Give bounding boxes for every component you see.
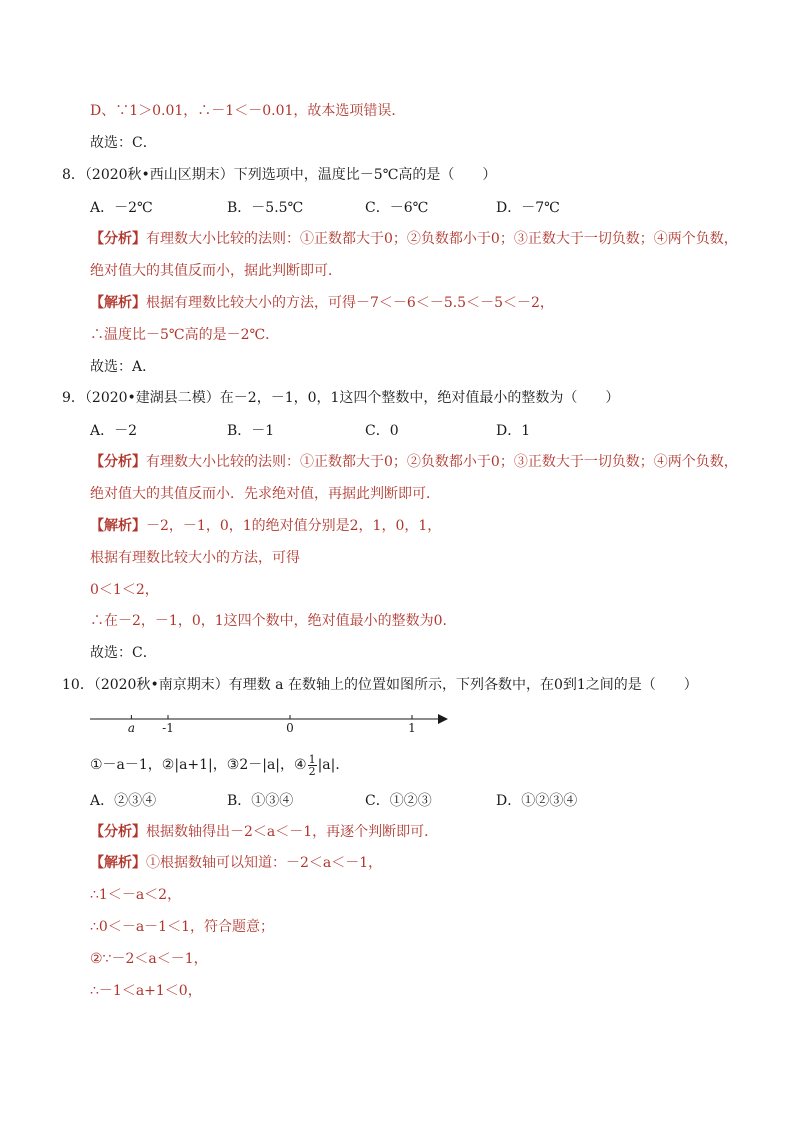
q10-analysis-line-1 [90, 822, 438, 842]
q9-analysis-line-2: 绝对值大的其值反而小．先求绝对值，再据此判断即可． [90, 486, 440, 502]
fraction-denominator: 2 [308, 764, 316, 778]
q8-analysis-text-1: 有理数大小比较的法则：①正数都大于0；②负数都小于0；③正数大于一切负数；④两个负数， [146, 231, 738, 247]
answer-line-q7: 故选：C． [90, 135, 157, 151]
q9-option-c: C．0 [365, 423, 399, 439]
q9-solution-text-1: －2，－1，0，1的绝对值分别是2，1，0，1， [146, 518, 442, 534]
q10-fraction [308, 754, 317, 777]
answer-line-q8: 故选：A． [90, 359, 157, 375]
q10-solution-line-1 [90, 853, 382, 873]
q10-option-c: C．①②③ [365, 793, 432, 809]
q8-option-c: C．－6℃ [365, 200, 429, 216]
number-line-label: 0 [286, 721, 294, 735]
q10-items-pre: ①－a－1，②|a+1|，③2－|a|，④ [90, 757, 307, 773]
q10-items-post: |a|． [317, 757, 350, 773]
solution-tag: 【解析】 [90, 518, 146, 534]
number-line-label: a [127, 721, 135, 735]
q9-solution-line-1 [90, 516, 441, 536]
number-line-figure [86, 707, 456, 741]
q9-option-a: A．－2 [90, 423, 138, 439]
analysis-tag: 【分析】 [90, 231, 146, 247]
q10-analysis-text-1: 根据数轴得出－2＜a＜－1，再逐个判断即可． [146, 824, 439, 840]
q9-option-d: D．1 [496, 423, 531, 439]
q10-solution-line-2: ∴1＜－a＜2， [90, 887, 182, 903]
q10-option-d: D．①②③④ [496, 793, 578, 809]
number-line-label: -1 [162, 721, 174, 735]
q10-solution-line-3: ∴0＜－a－1＜1，符合题意； [90, 919, 274, 935]
answer-line-q9: 故选：C． [90, 645, 157, 661]
number-line-label: 1 [408, 721, 416, 735]
q9-analysis-text-1: 有理数大小比较的法则：①正数都大于0；②负数都小于0；③正数大于一切负数；④两个负数， [146, 454, 738, 470]
q10-solution-line-4: ②∵－2＜a＜－1， [90, 951, 208, 967]
q10-solution-line-5: ∴－1＜a+1＜0， [90, 983, 202, 999]
q9-solution-line-4: ∴在－2，－1，0，1这四个数中，绝对值最小的整数为0． [90, 613, 457, 629]
q8-option-b: B．－5.5℃ [227, 200, 304, 216]
q10-items-line [90, 753, 349, 777]
q8-option-d: D．－7℃ [496, 200, 560, 216]
q10-option-a: A．②③④ [90, 793, 157, 809]
q10-option-b: B．①③④ [227, 793, 294, 809]
q8-solution-line-2: ∴温度比－5℃高的是－2℃． [90, 327, 280, 343]
question-9-title: 9．（2020•建湖县二模）在－2，－1，0，1这四个整数中，绝对值最小的整数为（ ） [62, 390, 620, 406]
q9-solution-line-3: 0＜1＜2， [90, 582, 159, 598]
q9-analysis-line-1 [90, 452, 738, 472]
number-line-arrow [438, 714, 448, 724]
analysis-tag: 【分析】 [90, 454, 146, 470]
question-10-title: 10．（2020秋•南京期末）有理数 a 在数轴上的位置如图所示，下列各数中，在0到1之间的是（ ） [62, 677, 698, 693]
d-option-line: D、∵1＞0.01，∴－1＜－0.01，故本选项错误． [90, 103, 406, 119]
q8-solution-text-1: 根据有理数比较大小的方法，可得－7＜－6＜－5.5＜－5＜－2， [146, 295, 554, 311]
solution-tag: 【解析】 [90, 855, 146, 871]
q8-analysis-line-2: 绝对值大的其值反而小，据此判断即可． [90, 263, 342, 279]
q8-analysis-line-1 [90, 229, 738, 249]
q10-solution-text-1: ①根据数轴可以知道：－2＜a＜－1， [146, 855, 383, 871]
q9-option-b: B．－1 [227, 423, 275, 439]
fraction-numerator: 1 [308, 752, 316, 766]
q8-option-a: A．－2℃ [90, 200, 153, 216]
solution-tag: 【解析】 [90, 295, 146, 311]
q9-solution-line-2: 根据有理数比较大小的方法，可得 [90, 550, 300, 566]
question-8-title: 8．（2020秋•西山区期末）下列选项中，温度比－5℃高的是（ ） [62, 167, 497, 183]
analysis-tag: 【分析】 [90, 824, 146, 840]
q8-solution-line-1 [90, 293, 554, 313]
